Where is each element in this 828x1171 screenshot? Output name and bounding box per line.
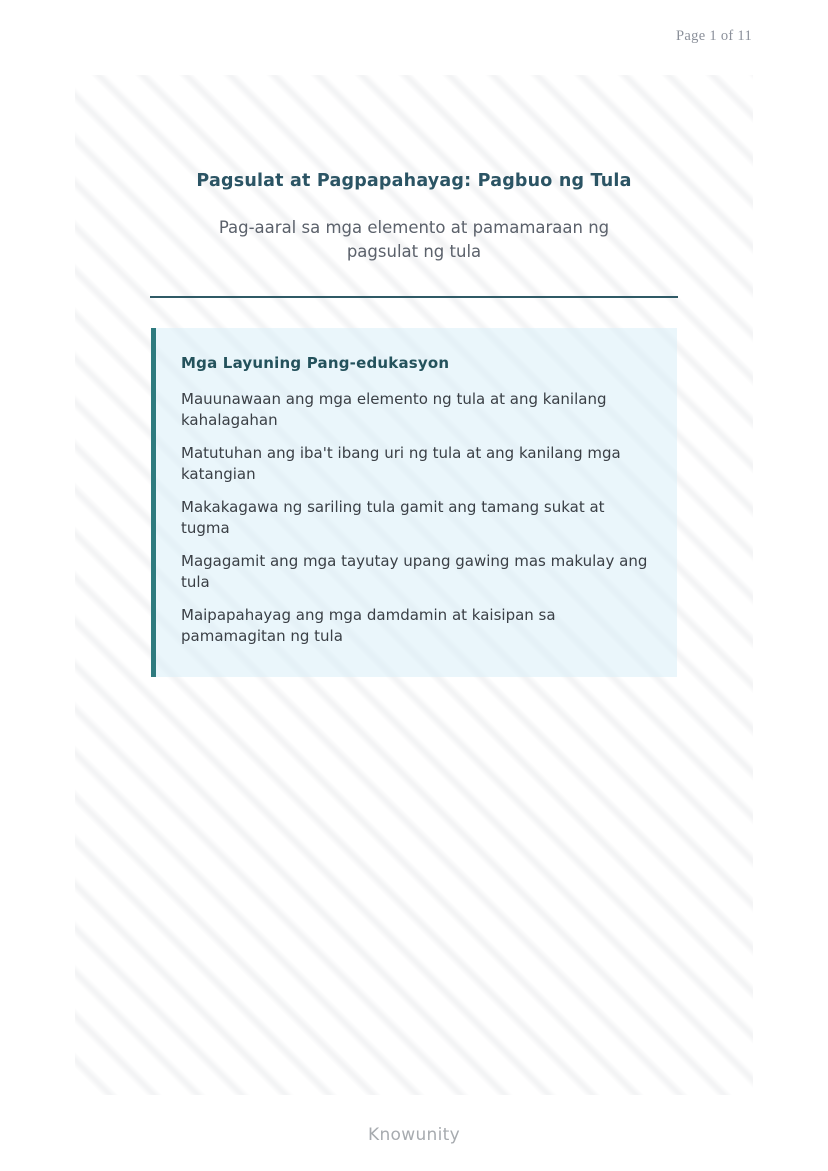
section-divider bbox=[150, 296, 678, 298]
objective-item: Maipapahayag ang mga damdamin at kaisipan sa pamamagitan ng tula bbox=[181, 605, 556, 645]
footer-brand: Knowunity bbox=[368, 1125, 460, 1145]
objectives-heading: Mga Layuning Pang-edukasyon bbox=[181, 353, 450, 372]
objective-item: Magagamit ang mga tayutay upang gawing mas makulay ang tula bbox=[181, 551, 648, 591]
objective-item: Matutuhan ang iba't ibang uri ng tula at ang kanilang mga katangian bbox=[181, 443, 621, 483]
document-subtitle: Pag-aaral sa mga elemento at pamamaraan ng pagsulat ng tula bbox=[218, 218, 610, 261]
objective-item: Mauunawaan ang mga elemento ng tula at ang kanilang kahalagahan bbox=[181, 389, 607, 429]
document-title: Pagsulat at Pagpapahayag: Pagbuo ng Tula bbox=[196, 171, 632, 191]
objective-item: Makakagawa ng sariling tula gamit ang tamang sukat at tugma bbox=[181, 497, 605, 537]
page-indicator: Page 1 of 11 bbox=[676, 28, 752, 44]
document-sheet bbox=[75, 75, 753, 1095]
objectives-box bbox=[151, 328, 677, 677]
